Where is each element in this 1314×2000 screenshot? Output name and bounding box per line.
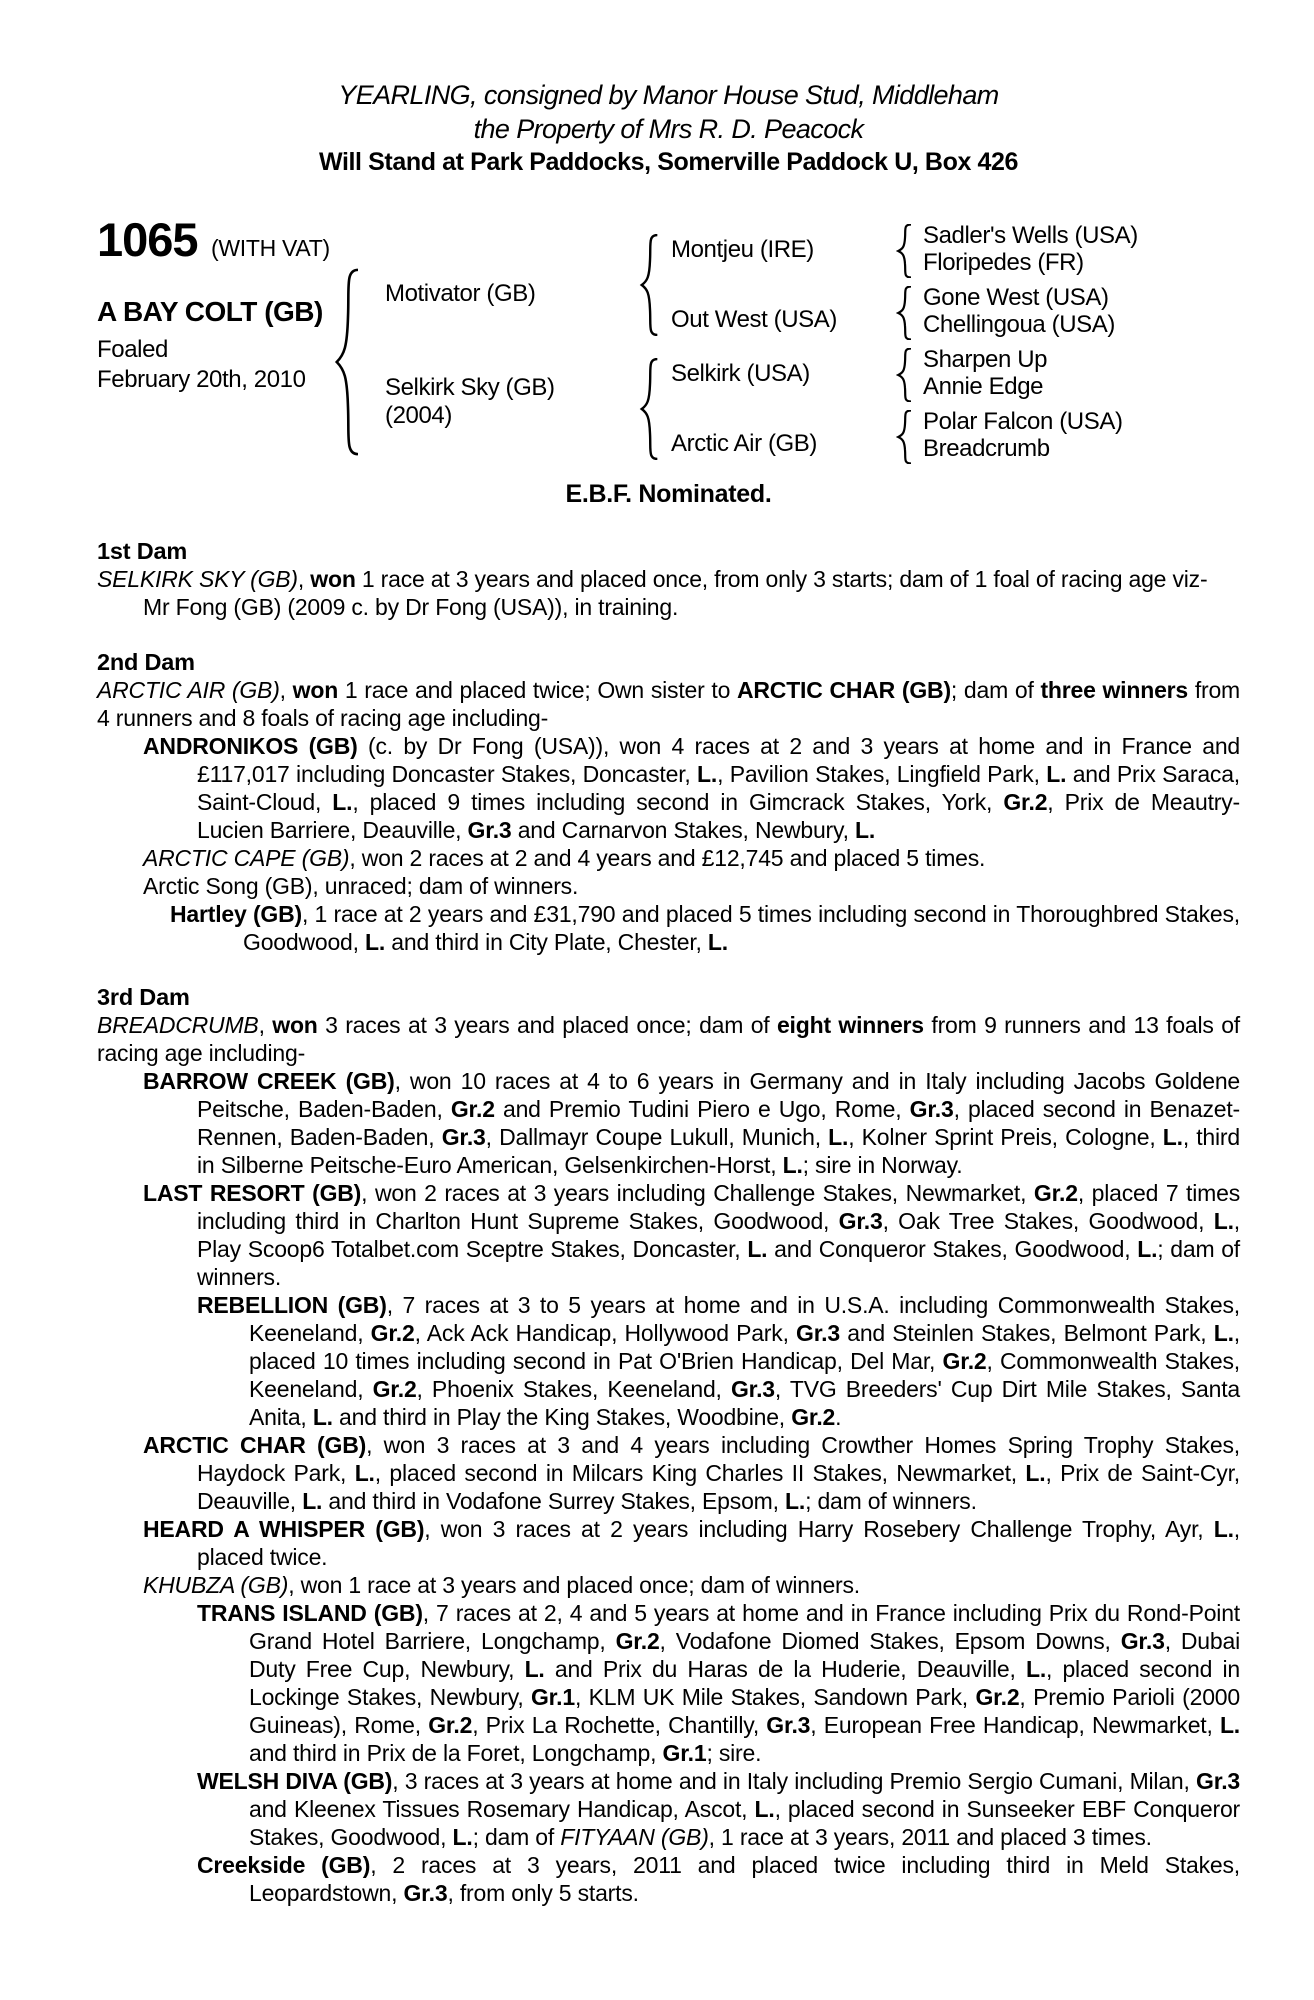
text-run: Arctic Song (GB), unraced; dam of winners. xyxy=(143,873,579,899)
text-run: Gr.2 xyxy=(370,1320,415,1346)
text-run: Gr.3 xyxy=(730,1376,775,1402)
text-run: eight winners xyxy=(776,1012,924,1038)
catalog-paragraph xyxy=(97,1767,1240,1851)
text-run: (c. by Dr Fong (USA)), won 4 races at 2 and 3 years at home and in France and £117,017 including Doncaster Stakes, Doncaster, xyxy=(197,733,1241,787)
text-run: Gr.2 xyxy=(615,1628,660,1654)
pedigree-brace-gen3-1 xyxy=(896,224,914,278)
text-run: and Premio Tudini Piero e Ugo, Rome, xyxy=(494,1096,910,1122)
text-run: ; dam of winners. xyxy=(197,1236,1241,1290)
text-run: , Phoenix Stakes, Keeneland, xyxy=(416,1376,731,1402)
text-run: L. xyxy=(1025,1656,1047,1682)
text-run: HEARD A WHISPER (GB) xyxy=(143,1516,425,1542)
catalog-sections xyxy=(97,537,1240,1907)
text-run: Gr.3 xyxy=(441,1124,486,1150)
catalog-paragraph xyxy=(97,844,1240,872)
text-run: Gr.3 xyxy=(1120,1628,1165,1654)
text-run: L. xyxy=(312,1404,333,1430)
gen3-name-7: Polar Falcon (USA) xyxy=(923,408,1123,435)
text-run: L. xyxy=(854,817,876,843)
property-line: the Property of Mrs R. D. Peacock xyxy=(473,114,864,144)
catalog-paragraph xyxy=(97,1179,1240,1291)
text-run: won xyxy=(310,566,356,592)
dam-sire-name: Selkirk (USA) xyxy=(671,360,810,387)
catalog-paragraph xyxy=(97,1571,1240,1599)
pedigree-brace-gen3-4 xyxy=(896,410,914,464)
text-run: and Prix du Haras de la Huderie, Deauville, xyxy=(544,1656,1026,1682)
text-run: , won 2 races at 2 and 4 years and £12,745 and placed 5 times. xyxy=(349,845,986,871)
text-run: and third in City Plate, Chester, xyxy=(385,929,708,955)
text-run: L. xyxy=(1213,1516,1234,1542)
text-run: , TVG Breeders' Cup Dirt Mile Stakes, Santa Anita, xyxy=(249,1376,1240,1430)
text-run: , European Free Handicap, Newmarket, xyxy=(810,1712,1220,1738)
text-run: , won 1 race at 3 years and placed once; dam of winners. xyxy=(288,1572,860,1598)
lot-number: 1065 xyxy=(97,213,198,266)
text-run: L. xyxy=(332,789,353,815)
text-run: , xyxy=(297,566,311,592)
text-run: , Prix de Saint-Cyr, Deauville, xyxy=(197,1460,1240,1514)
text-run: ARCTIC CHAR (GB) xyxy=(143,1432,367,1458)
section-heading: 2nd Dam xyxy=(97,649,195,675)
text-run: Gr.1 xyxy=(530,1684,575,1710)
text-run: Gr.3 xyxy=(838,1208,883,1234)
text-run: TRANS ISLAND (GB) xyxy=(197,1600,423,1626)
text-run: Gr.2 xyxy=(372,1376,417,1402)
text-run: , won 3 races at 2 years including Harry Rosebery Challenge Trophy, Ayr, xyxy=(424,1516,1214,1542)
text-run: L. xyxy=(754,1796,775,1822)
text-run: , placed second in Sunseeker EBF Conqueror Stakes, Goodwood, xyxy=(249,1796,1240,1850)
catalog-paragraph xyxy=(97,565,1240,593)
text-run: BARROW CREEK (GB) xyxy=(143,1068,395,1094)
text-run: , placed 10 times including second in Pat O'Brien Handicap, Del Mar, xyxy=(249,1320,1240,1374)
text-run: . xyxy=(835,1404,842,1430)
text-run: , Premio Parioli (2000 Guineas), Rome, xyxy=(249,1684,1240,1738)
vat-note: (WITH VAT) xyxy=(211,235,330,261)
foaled-date: February 20th, 2010 xyxy=(97,366,306,393)
dam-year: (2004) xyxy=(385,402,452,429)
text-run: , placed twice. xyxy=(197,1516,1240,1570)
text-run: L. xyxy=(1213,1320,1234,1346)
text-run: Gr.3 xyxy=(403,1880,448,1906)
sire-sire-name: Montjeu (IRE) xyxy=(671,236,814,263)
gen3-name-1: Sadler's Wells (USA) xyxy=(923,222,1138,249)
dam-name xyxy=(385,374,555,430)
text-run: , 3 races at 3 years at home and in Italy including Premio Sergio Cumani, Milan, xyxy=(392,1768,1197,1794)
text-run: ; dam of winners. xyxy=(805,1488,977,1514)
text-run: L. xyxy=(1046,761,1067,787)
consignor-line: YEARLING, consigned by Manor House Stud, Middleham xyxy=(338,80,999,110)
text-run: , placed second in Benazet-Rennen, Baden-Baden, xyxy=(197,1096,1240,1150)
text-run: and Kleenex Tissues Rosemary Handicap, Ascot, xyxy=(249,1796,755,1822)
catalog-paragraph xyxy=(97,732,1240,844)
text-run: L. xyxy=(365,929,386,955)
sire-dam-name: Out West (USA) xyxy=(671,306,837,333)
catalog-paragraph xyxy=(97,1291,1240,1431)
text-run: L. xyxy=(452,1824,473,1850)
text-run: , KLM UK Mile Stakes, Sandown Park, xyxy=(574,1684,976,1710)
pedigree-brace-sire xyxy=(639,234,661,336)
text-run: L. xyxy=(1219,1712,1240,1738)
text-run: ARCTIC AIR (GB) xyxy=(97,677,280,703)
text-run: , placed second in Lockinge Stakes, Newbury, xyxy=(249,1656,1240,1710)
pedigree-table xyxy=(97,213,1240,470)
text-run: , Vodafone Diomed Stakes, Epsom Downs, xyxy=(659,1628,1121,1654)
text-run: Gr.2 xyxy=(1003,789,1048,815)
text-run: , won 3 races at 3 and 4 years including Crowther Homes Spring Trophy Stakes, Haydock Park, xyxy=(197,1432,1241,1486)
gen3-name-2: Floripedes (FR) xyxy=(923,249,1084,276)
dam-section xyxy=(97,983,1240,1907)
text-run: , third in Silberne Peitsche-Euro American, Gelsenkirchen-Horst, xyxy=(197,1124,1240,1178)
catalog-paragraph xyxy=(97,1515,1240,1571)
text-run: , won 2 races at 3 years including Challenge Stakes, Newmarket, xyxy=(361,1180,1034,1206)
text-run: Mr Fong (GB) (2009 c. by Dr Fong (USA)), in training. xyxy=(143,594,679,620)
gen3-name-5: Sharpen Up xyxy=(923,346,1048,373)
foaled-label: Foaled xyxy=(97,336,168,363)
text-run: Gr.2 xyxy=(450,1096,495,1122)
text-run: , from only 5 starts. xyxy=(447,1880,639,1906)
text-run: , Ack Ack Handicap, Hollywood Park, xyxy=(414,1320,797,1346)
text-run: Gr.3 xyxy=(467,817,512,843)
text-run: L. xyxy=(785,1488,806,1514)
text-run: 1 race at 3 years and placed once, from only 3 starts; dam of 1 foal of racing age viz- xyxy=(355,566,1208,592)
dam-dam-name: Arctic Air (GB) xyxy=(671,430,818,457)
text-run: from 4 runners and 8 foals of racing age including- xyxy=(97,677,1241,731)
horse-name: A BAY COLT (GB) xyxy=(97,296,323,327)
text-run: L. xyxy=(697,761,718,787)
text-run: three winners xyxy=(1040,677,1189,703)
pedigree-brace-main xyxy=(333,268,363,456)
text-run: Gr.3 xyxy=(796,1320,840,1346)
text-run: , 1 race at 3 years, 2011 and placed 3 times. xyxy=(708,1824,1152,1850)
text-run: L. xyxy=(828,1124,849,1150)
catalog-paragraph xyxy=(97,1851,1240,1907)
text-run: , Oak Tree Stakes, Goodwood, xyxy=(882,1208,1214,1234)
text-run: Gr.3 xyxy=(766,1712,811,1738)
dam-section xyxy=(97,537,1240,621)
section-heading: 1st Dam xyxy=(97,538,188,564)
text-run: , placed 9 times including second in Gimcrack Stakes, York, xyxy=(352,789,1004,815)
text-run: won xyxy=(272,1012,318,1038)
text-run: SELKIRK SKY (GB) xyxy=(97,566,298,592)
catalog-paragraph xyxy=(97,1599,1240,1767)
text-run: and third in Vodafone Surrey Stakes, Epsom, xyxy=(322,1488,786,1514)
text-run: ARCTIC CAPE (GB) xyxy=(143,845,350,871)
text-run: LAST RESORT (GB) xyxy=(143,1180,362,1206)
lot-header xyxy=(97,213,330,266)
gen3-name-6: Annie Edge xyxy=(923,373,1044,400)
text-run: , Commonwealth Stakes, Keeneland, xyxy=(249,1348,1240,1402)
text-run: BREADCRUMB xyxy=(97,1012,259,1038)
text-run: ARCTIC CHAR (GB) xyxy=(736,677,951,703)
catalog-paragraph xyxy=(97,1067,1240,1179)
text-run: Gr.3 xyxy=(1196,1768,1240,1794)
text-run: Creekside (GB) xyxy=(197,1852,371,1878)
dam-section xyxy=(97,648,1240,956)
pedigree-brace-gen3-2 xyxy=(896,286,914,340)
text-run: , xyxy=(279,677,293,703)
text-run: Gr.2 xyxy=(791,1404,836,1430)
text-run: L. xyxy=(782,1152,803,1178)
text-run: L. xyxy=(1213,1208,1234,1234)
dam-name-text: Selkirk Sky (GB) xyxy=(385,374,555,401)
text-run: , 2 races at 3 years, 2011 and placed twice including third in Meld Stakes, Leopardstown, xyxy=(249,1852,1240,1906)
text-run: Gr.1 xyxy=(662,1740,707,1766)
section-heading: 3rd Dam xyxy=(97,984,190,1010)
text-run: , Prix de Meautry- Lucien Barriere, Deauville, xyxy=(197,789,1240,843)
text-run: and Carnarvon Stakes, Newbury, xyxy=(511,817,855,843)
catalog-paragraph xyxy=(97,1011,1240,1067)
text-run: , 7 races at 3 to 5 years at home and in U.S.A. including Commonwealth Stakes, Keeneland, xyxy=(249,1292,1240,1346)
text-run: Gr.2 xyxy=(942,1348,987,1374)
text-run: L. xyxy=(747,1236,768,1262)
text-run: , 7 races at 2, 4 and 5 years at home and in France including Prix du Rond-Point Grand Hotel Barriere, Longchamp, xyxy=(249,1600,1240,1654)
sire-name: Motivator (GB) xyxy=(385,280,536,307)
text-run: Gr.3 xyxy=(909,1096,954,1122)
stand-location-line: Will Stand at Park Paddocks, Somerville Paddock U, Box 426 xyxy=(318,148,1019,176)
text-run: , Pavilion Stakes, Lingfield Park, xyxy=(717,761,1047,787)
text-run: 1 race and placed twice; Own sister to xyxy=(338,677,737,703)
text-run: 3 races at 3 years and placed once; dam of xyxy=(317,1012,777,1038)
gen3-name-8: Breadcrumb xyxy=(923,435,1050,462)
text-run: L. xyxy=(1137,1236,1158,1262)
text-run: , 1 race at 2 years and £31,790 and placed 5 times including second in Thoroughbred Stakes, Goodwood, xyxy=(243,901,1240,955)
pedigree-brace-dam xyxy=(639,358,661,460)
text-run: ; dam of xyxy=(950,677,1041,703)
ebf-nominated-note: E.B.F. Nominated. xyxy=(565,480,772,508)
pedigree-brace-gen3-3 xyxy=(896,348,914,402)
text-run: , won 10 races at 4 to 6 years in Germany and in Italy including Jacobs Goldene Peitsche, Baden-Baden, xyxy=(197,1068,1241,1122)
catalog-paragraph xyxy=(97,593,1240,621)
text-run: ANDRONIKOS (GB) xyxy=(143,733,358,759)
text-run: L. xyxy=(707,929,728,955)
text-run: , Dubai Duty Free Cup, Newbury, xyxy=(249,1628,1240,1682)
text-run: , Play Scoop6 Totalbet.com Sceptre Stakes, Doncaster, xyxy=(197,1208,1240,1262)
text-run: WELSH DIVA (GB) xyxy=(197,1768,393,1794)
text-run: , Prix La Rochette, Chantilly, xyxy=(472,1712,767,1738)
catalog-paragraph xyxy=(97,900,1240,956)
text-run: won xyxy=(292,677,339,703)
text-run: and Steinlen Stakes, Belmont Park, xyxy=(839,1320,1214,1346)
text-run: L. xyxy=(354,1460,375,1486)
text-run: L. xyxy=(524,1656,545,1682)
text-run: , xyxy=(258,1012,273,1038)
text-run: , Kolner Sprint Preis, Cologne, xyxy=(848,1124,1163,1150)
text-run: ; sire. xyxy=(706,1740,762,1766)
catalog-paragraph xyxy=(97,676,1240,732)
text-run: Gr.2 xyxy=(428,1712,473,1738)
text-run: L. xyxy=(1025,1460,1046,1486)
text-run: and third in Prix de la Foret, Longchamp, xyxy=(249,1740,663,1766)
text-run: and Conqueror Stakes, Goodwood, xyxy=(767,1236,1138,1262)
text-run: Hartley (GB) xyxy=(170,901,302,927)
text-run: L. xyxy=(302,1488,323,1514)
page-header xyxy=(97,78,1240,178)
gen3-name-4: Chellingoua (USA) xyxy=(923,311,1115,338)
text-run: and third in Play the King Stakes, Woodbine, xyxy=(332,1404,792,1430)
text-run: , placed second in Milcars King Charles II Stakes, Newmarket, xyxy=(374,1460,1026,1486)
text-run: KHUBZA (GB) xyxy=(143,1572,289,1598)
text-run: Gr.2 xyxy=(975,1684,1020,1710)
gen3-name-3: Gone West (USA) xyxy=(923,284,1109,311)
text-run: ; sire in Norway. xyxy=(802,1152,963,1178)
text-run: , placed 7 times including third in Charlton Hunt Supreme Stakes, Goodwood, xyxy=(197,1180,1240,1234)
text-run: from 9 runners and 13 foals of racing age including- xyxy=(97,1012,1240,1066)
text-run: ; dam of xyxy=(472,1824,561,1850)
text-run: Gr.2 xyxy=(1033,1180,1078,1206)
text-run: REBELLION (GB) xyxy=(197,1292,387,1318)
text-run: , Dallmayr Coupe Lukull, Munich, xyxy=(485,1124,829,1150)
catalog-paragraph xyxy=(97,872,1240,900)
text-run: FITYAAN (GB) xyxy=(560,1824,709,1850)
catalog-paragraph xyxy=(97,1431,1240,1515)
text-run: L. xyxy=(1162,1124,1183,1150)
text-run: and Prix Saraca, Saint-Cloud, xyxy=(197,761,1240,815)
